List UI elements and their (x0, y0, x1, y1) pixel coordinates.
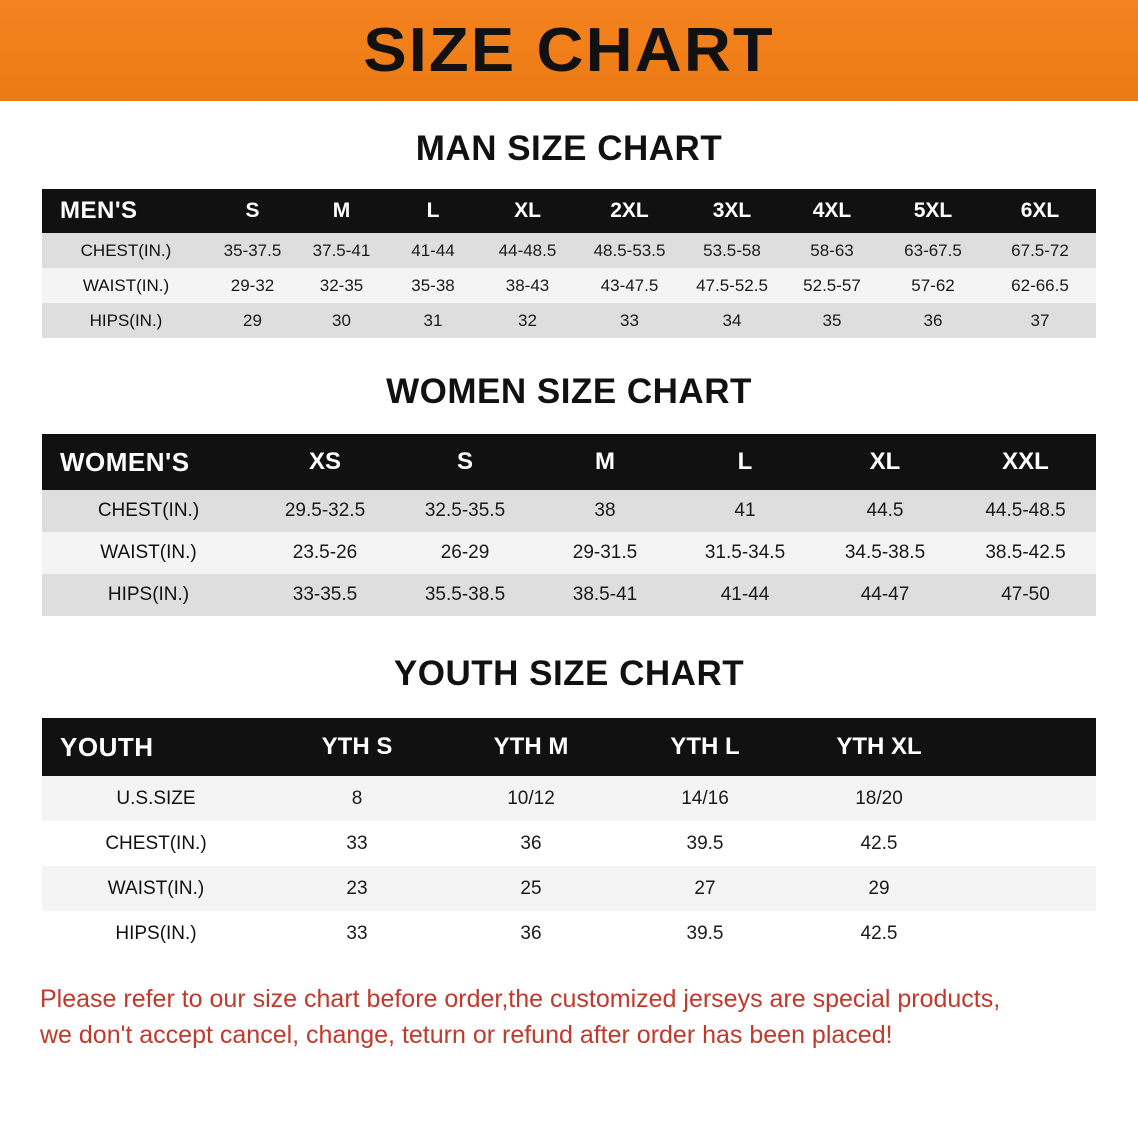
youth-cell-1-spacer (966, 821, 1096, 866)
women-header-cell-3: M (595, 448, 615, 475)
women-cell-0-1: 32.5-35.5 (424, 500, 506, 521)
disclaimer-note (40, 982, 1098, 1053)
man-header-cell-7: 4XL (812, 199, 852, 222)
man-header-cell-1: S (245, 199, 260, 222)
women-cell-1-3: 31.5-34.5 (704, 542, 786, 563)
man-cell-1-2: 35-38 (411, 275, 455, 295)
women-cell-2-5: 47-50 (1001, 584, 1050, 605)
man-cell-0-3: 44-48.5 (498, 240, 557, 260)
youth-header-cell-spacer (966, 718, 1096, 776)
man-table-wrapper (42, 189, 1096, 338)
man-cell-1-8: 62-66.5 (1011, 275, 1069, 295)
man-cell-2-1: 30 (332, 310, 351, 330)
women-cell-1-4: 34.5-38.5 (844, 542, 926, 563)
man-header-cell-8: 5XL (913, 199, 953, 222)
women-row-label-2: HIPS(IN.) (107, 584, 190, 605)
youth-section-heading: YOUTH SIZE CHART (393, 654, 745, 693)
youth-cell-1-1: 36 (520, 832, 542, 854)
man-size-table (42, 189, 1096, 338)
man-cell-0-7: 63-67.5 (904, 240, 962, 260)
women-cell-2-3: 41-44 (720, 584, 770, 605)
women-table-header-row (42, 434, 1096, 490)
man-cell-0-4: 48.5-53.5 (593, 240, 666, 260)
women-header-cell-6: XXL (1002, 448, 1049, 475)
man-cell-0-8: 67.5-72 (1011, 240, 1069, 260)
table-row (42, 303, 1096, 338)
man-row-label-0: CHEST(IN.) (80, 240, 172, 260)
youth-cell-0-spacer (966, 776, 1096, 821)
youth-cell-2-3: 29 (868, 877, 890, 899)
women-size-table (42, 434, 1096, 616)
man-header-cell-6: 3XL (712, 199, 752, 222)
youth-row-label-0: U.S.SIZE (116, 787, 196, 809)
man-cell-2-4: 33 (620, 310, 639, 330)
women-cell-0-5: 44.5-48.5 (985, 500, 1066, 521)
youth-header-cell-0: YOUTH (60, 731, 154, 762)
women-row-label-1: WAIST(IN.) (100, 542, 197, 563)
youth-table-wrapper (42, 718, 1096, 956)
man-header-cell-4: XL (514, 199, 541, 222)
women-cell-1-0: 23.5-26 (292, 542, 358, 563)
table-row (42, 776, 1096, 821)
man-cell-1-3: 38-43 (505, 275, 550, 295)
table-row (42, 866, 1096, 911)
man-cell-1-7: 57-62 (911, 275, 955, 295)
man-cell-2-8: 37 (1030, 310, 1050, 330)
table-row (42, 490, 1096, 532)
man-cell-1-6: 52.5-57 (803, 275, 861, 295)
youth-row-label-1: CHEST(IN.) (105, 832, 207, 854)
man-cell-2-0: 29 (243, 310, 262, 330)
man-cell-1-0: 29-32 (230, 275, 275, 295)
women-header-cell-0: WOMEN'S (60, 446, 190, 477)
women-header-cell-1: XS (308, 448, 341, 475)
women-cell-0-4: 44.5 (866, 500, 904, 521)
youth-header-cell-1: YTH S (321, 733, 393, 760)
women-cell-1-5: 38.5-42.5 (985, 542, 1066, 563)
women-cell-0-2: 38 (594, 500, 616, 521)
women-table-wrapper (42, 434, 1096, 616)
women-cell-1-2: 29-31.5 (572, 542, 638, 563)
man-cell-1-5: 47.5-52.5 (696, 275, 768, 295)
women-header-cell-4: L (737, 448, 753, 475)
table-row (42, 233, 1096, 268)
youth-cell-2-0: 23 (346, 877, 368, 899)
man-table-header-row (42, 189, 1096, 233)
man-header-cell-2: M (332, 199, 351, 222)
man-header-cell-3: L (426, 199, 440, 222)
youth-cell-1-0: 33 (346, 832, 368, 854)
disclaimer-line-1: Please refer to our size chart before order,the customized jerseys are special products, (40, 985, 1001, 1013)
youth-cell-0-1: 10/12 (507, 787, 555, 809)
youth-row-label-3: HIPS(IN.) (115, 922, 197, 944)
youth-header-cell-4: YTH XL (836, 733, 922, 760)
youth-cell-2-spacer (966, 866, 1096, 911)
table-row (42, 821, 1096, 866)
youth-cell-0-2: 14/16 (681, 787, 729, 809)
youth-cell-2-1: 25 (520, 877, 542, 899)
women-cell-2-0: 33-35.5 (292, 584, 358, 605)
man-row-label-2: HIPS(IN.) (89, 310, 163, 330)
women-cell-0-3: 41 (734, 500, 756, 521)
youth-cell-1-2: 39.5 (686, 832, 724, 854)
women-header-cell-5: XL (869, 448, 901, 475)
women-cell-2-4: 44-47 (860, 584, 910, 605)
page-title: SIZE CHART (363, 15, 775, 85)
table-row (42, 268, 1096, 303)
man-cell-0-2: 41-44 (411, 240, 455, 260)
man-section-heading: MAN SIZE CHART (415, 129, 723, 168)
man-cell-2-6: 35 (822, 310, 842, 330)
man-row-label-1: WAIST(IN.) (82, 275, 170, 295)
women-cell-2-1: 35.5-38.5 (424, 584, 506, 605)
man-cell-1-1: 32-35 (319, 275, 364, 295)
page-banner (0, 0, 1138, 101)
disclaimer-line-2: we don't accept cancel, change, teturn or refund after order has been placed! (40, 1020, 893, 1049)
youth-size-table (42, 718, 1096, 956)
women-section-heading: WOMEN SIZE CHART (386, 372, 752, 411)
man-header-cell-0: MEN'S (60, 197, 138, 224)
table-row (42, 574, 1096, 616)
women-cell-1-1: 26-29 (440, 542, 490, 563)
man-header-cell-5: 2XL (610, 199, 649, 222)
women-header-cell-2: S (456, 448, 473, 475)
man-cell-1-4: 43-47.5 (600, 275, 659, 295)
youth-cell-3-3: 42.5 (860, 922, 898, 944)
man-cell-0-0: 35-37.5 (223, 240, 282, 260)
youth-cell-0-3: 18/20 (855, 787, 903, 809)
youth-cell-1-3: 42.5 (860, 832, 898, 854)
man-cell-2-5: 34 (722, 310, 742, 330)
women-cell-0-0: 29.5-32.5 (284, 500, 366, 521)
youth-cell-3-1: 36 (520, 922, 542, 944)
table-row (42, 532, 1096, 574)
man-cell-0-6: 58-63 (810, 240, 854, 260)
man-cell-2-2: 31 (423, 310, 443, 330)
youth-cell-3-2: 39.5 (686, 922, 724, 944)
man-cell-0-1: 37.5-41 (312, 240, 371, 260)
youth-cell-2-2: 27 (694, 877, 716, 899)
youth-header-cell-3: YTH L (670, 733, 740, 760)
youth-cell-0-0: 8 (351, 787, 363, 809)
man-cell-2-3: 32 (518, 310, 537, 330)
table-row (42, 911, 1096, 956)
women-cell-2-2: 38.5-41 (572, 584, 638, 605)
women-row-label-0: CHEST(IN.) (97, 500, 200, 521)
youth-row-label-2: WAIST(IN.) (107, 877, 205, 899)
man-cell-0-5: 53.5-58 (703, 240, 761, 260)
youth-cell-3-spacer (966, 911, 1096, 956)
youth-table-header-row (42, 718, 1096, 776)
youth-cell-3-0: 33 (346, 922, 368, 944)
man-header-cell-9: 6XL (1020, 199, 1060, 222)
man-cell-2-7: 36 (923, 310, 943, 330)
youth-header-cell-2: YTH M (493, 733, 569, 760)
